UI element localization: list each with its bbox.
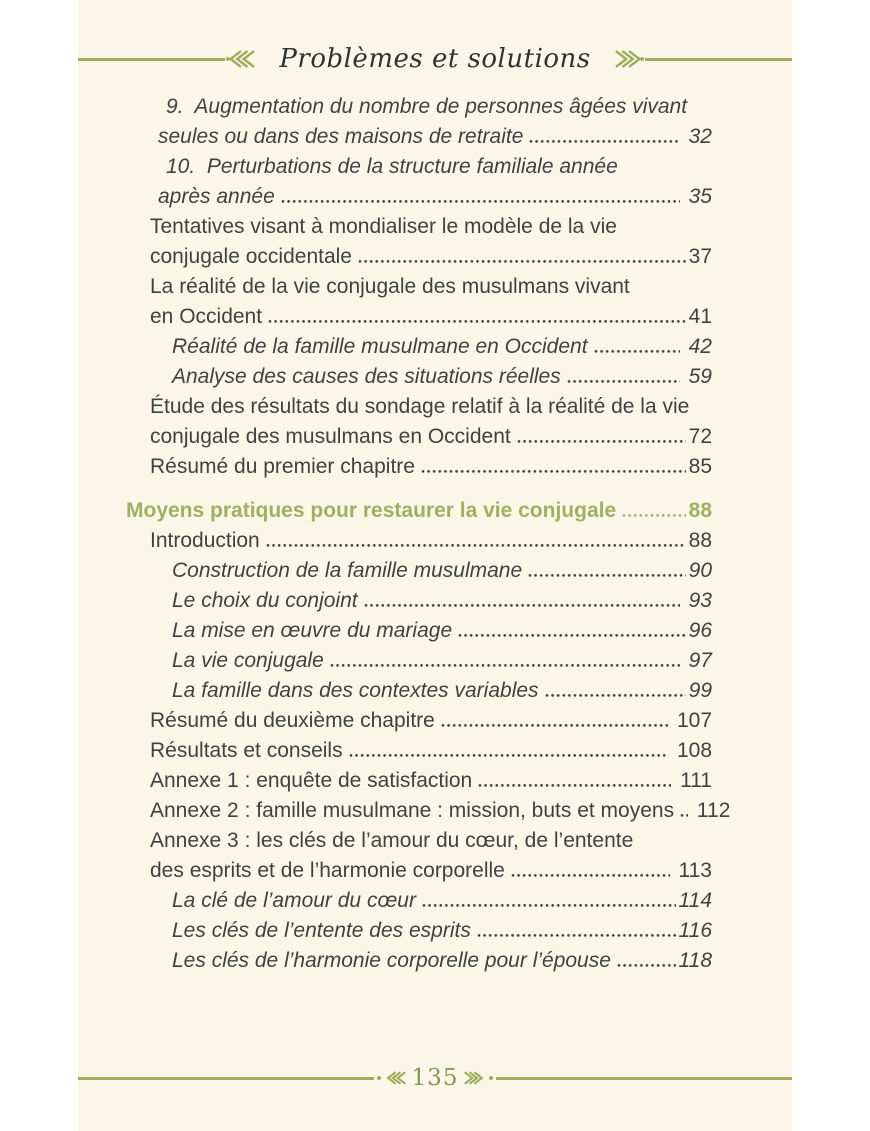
- toc-page-number: 90: [688, 559, 712, 582]
- toc-page-number: 113: [672, 859, 712, 882]
- page-footer: [78, 1062, 792, 1094]
- toc-entry-line: conjugale des musulmans en Occident 72: [78, 422, 792, 452]
- toc-page-number: 114: [678, 889, 712, 912]
- toc-entry-line: en Occident 41: [78, 302, 792, 332]
- footer-rule-left: [78, 1077, 374, 1080]
- dot-leader: [349, 754, 669, 757]
- footer-rule-right: [496, 1077, 792, 1080]
- dot-leader: [528, 574, 685, 577]
- toc-page-number: 116: [678, 919, 712, 942]
- toc-page-number: 85: [688, 455, 712, 478]
- toc-page-number: 72: [688, 425, 712, 448]
- toc-entry-line: La clé de l’amour du cœur 114: [78, 886, 792, 916]
- toc-entry-line: des esprits et de l’harmonie corporelle 113: [78, 856, 792, 886]
- dot-leader: [680, 814, 688, 817]
- dot-leader: [268, 320, 686, 323]
- toc-section-heading: Moyens pratiques pour restaurer la vie conjugale 88: [78, 496, 792, 526]
- dot-leader: [478, 784, 671, 787]
- toc-page-number: 111: [674, 769, 712, 792]
- dot-leader: [266, 544, 686, 547]
- dot-leader: [617, 964, 676, 967]
- toc-page-number: 99: [688, 679, 712, 702]
- toc-entry-line: Réalité de la famille musulmane en Occident 42: [78, 332, 792, 362]
- dot-leader: [594, 350, 680, 353]
- toc-page-number: 35: [682, 185, 712, 208]
- dot-leader: [477, 934, 676, 937]
- arrow-fletching-right-icon: [464, 1070, 486, 1086]
- dot-leader: [511, 874, 670, 877]
- toc-entry-line: Annexe 2 : famille musulmane : mission, buts et moyens 112: [78, 796, 792, 826]
- toc-page-number: 118: [678, 949, 712, 972]
- toc-page-number: 112: [691, 799, 731, 822]
- toc-entry-line: Les clés de l’harmonie corporelle pour l’épouse 118: [78, 946, 792, 976]
- toc-entry-line: Résumé du deuxième chapitre 107: [78, 706, 792, 736]
- toc-entry-line: Étude des résultats du sondage relatif à la réalité de la vie: [150, 395, 690, 418]
- toc-entry-line: 9. Augmentation du nombre de personnes âgées vivant: [166, 95, 688, 118]
- dot-leader: [567, 380, 680, 383]
- table-of-contents: [78, 92, 792, 976]
- toc-page-number: 88: [688, 529, 712, 552]
- toc-entry-line: Annexe 1 : enquête de satisfaction 111: [78, 766, 792, 796]
- toc-entry-line: seules ou dans des maisons de retraite 32: [78, 122, 792, 152]
- ornament-dot: [489, 1076, 493, 1080]
- toc-entry-line: Le choix du conjoint 93: [78, 586, 792, 616]
- toc-entry-line: La vie conjugale 97: [78, 646, 792, 676]
- toc-page-number: 93: [682, 589, 712, 612]
- book-page: [78, 0, 792, 1131]
- dot-leader: [358, 260, 686, 263]
- ornament-dot: [377, 1076, 381, 1080]
- toc-entry-line: Introduction 88: [78, 526, 792, 556]
- toc-page-number: 41: [688, 305, 712, 328]
- dot-leader: [622, 514, 685, 517]
- toc-entry-line: Résumé du premier chapitre 85: [78, 452, 792, 482]
- toc-entry-line: Les clés de l’entente des esprits 116: [78, 916, 792, 946]
- arrow-fletching-right-icon: [615, 49, 645, 69]
- footer-page-number: 135: [411, 1065, 459, 1091]
- page-title: Problèmes et solutions: [279, 44, 591, 74]
- toc-page-number: 108: [671, 739, 712, 762]
- toc-entry-line: La réalité de la vie conjugale des musulmans vivant: [150, 275, 630, 298]
- toc-entry-line: La mise en œuvre du mariage 96: [78, 616, 792, 646]
- toc-entry-line: Annexe 3 : les clés de l’amour du cœur, de l’entente: [150, 829, 634, 852]
- toc-page-number: 42: [682, 335, 712, 358]
- toc-page-number: 96: [688, 619, 712, 642]
- page-header: [78, 36, 792, 82]
- toc-entry-line: Résultats et conseils 108: [78, 736, 792, 766]
- toc-page-number: 88: [688, 499, 712, 522]
- toc-page-number: 32: [682, 125, 712, 148]
- toc-entry-line: Construction de la famille musulmane 90: [78, 556, 792, 586]
- toc-entry-line: 10. Perturbations de la structure familiale année: [166, 155, 618, 178]
- dot-leader: [421, 470, 686, 473]
- dot-leader: [545, 694, 686, 697]
- dot-leader: [422, 904, 676, 907]
- header-rule-right: [645, 58, 792, 61]
- toc-entry-line: Analyse des causes des situations réelles 59: [78, 362, 792, 392]
- toc-entry-line: conjugale occidentale 37: [78, 242, 792, 272]
- dot-leader: [281, 200, 680, 203]
- toc-page-number: 107: [671, 709, 712, 732]
- arrow-fletching-left-icon: [384, 1070, 406, 1086]
- toc-entry-line: Tentatives visant à mondialiser le modèle de la vie: [150, 215, 617, 238]
- toc-entry-line: après année 35: [78, 182, 792, 212]
- dot-leader: [330, 664, 680, 667]
- header-rule-left: [78, 58, 225, 61]
- toc-page-number: 97: [682, 649, 712, 672]
- toc-entry-line: La famille dans des contextes variables 99: [78, 676, 792, 706]
- dot-leader: [517, 440, 686, 443]
- toc-page-number: 59: [682, 365, 712, 388]
- dot-leader: [364, 604, 680, 607]
- dot-leader: [458, 634, 686, 637]
- arrow-fletching-left-icon: [225, 49, 255, 69]
- toc-page-number: 37: [688, 245, 712, 268]
- dot-leader: [441, 724, 668, 727]
- dot-leader: [529, 140, 679, 143]
